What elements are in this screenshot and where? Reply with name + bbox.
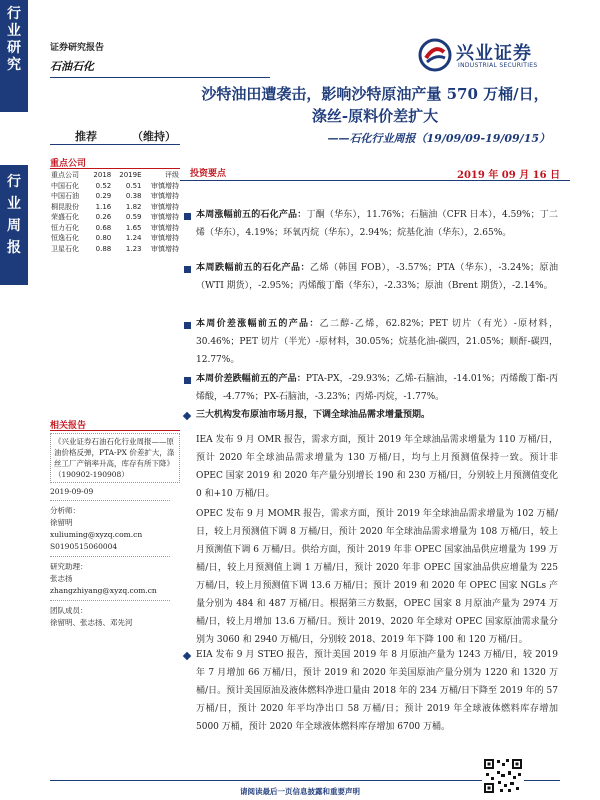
table-cell: 审慎增持: [151, 202, 179, 211]
table-cell: 1.24: [125, 234, 142, 243]
company-logo: [418, 38, 558, 74]
paragraph-heading: 本周价差涨幅前五的产品：: [196, 319, 320, 329]
table-cell: 审慎增持: [151, 192, 179, 201]
title-line-1: 沙特油田遭袭击，影响沙特原油产量 570 万桶/日，: [201, 85, 549, 103]
paragraph-iea: [196, 431, 558, 503]
diamond-bullet-icon: [183, 652, 191, 660]
table-cell: 中国石化: [51, 181, 79, 190]
table-row: [50, 181, 180, 192]
table-cell: 1.65: [125, 223, 142, 232]
divider: [50, 556, 170, 557]
table-cell: 荣盛石化: [51, 213, 79, 222]
sidebar-char: 周: [7, 218, 21, 234]
table-cell: 中国石油: [51, 192, 79, 201]
divider: [50, 500, 170, 501]
table-cell: 0.51: [125, 181, 142, 190]
report-title: [180, 83, 570, 146]
report-type-label: 证券研究报告: [50, 43, 105, 53]
sidebar-char: 报: [7, 240, 21, 256]
rating: [50, 128, 180, 145]
table-cell: 0.88: [95, 244, 112, 253]
report-subtitle: ——石化行业周报（19/09/09-19/09/15）: [327, 132, 550, 145]
paragraph-body: EIA 发布 9 月 STEO 报告，预计美国 2019 年 8 月原油产量为 1243 万桶/日，较 2019 年 7 月增加 66 万桶/日，预计 2019 和 2020 年美国原油产量分别为 1220 和 1320 万桶/日。预计美国原油及液体燃料净进口量由 2018 年的 234 万桶/日下降至 2019 年的 57 万桶/日，预计 2020 年平均净出口 58 万桶/日；预计 2019 年全球液体燃料库存增加 5000 万桶，预计 2020 年全球液体燃料库存增加 6700 万桶。: [196, 650, 558, 732]
related-reports-divider: [50, 430, 180, 431]
paragraph-oil-reports: [196, 406, 558, 424]
table-cell: 审慎增持: [151, 223, 179, 232]
paragraph-eia: [196, 646, 558, 736]
paragraph-spread-gainers: [196, 315, 558, 369]
table-cell: 恒逸石化: [51, 234, 79, 243]
paragraph-heading: 三大机构发布原油市场月报，下调全球油品需求增量预期。: [196, 410, 431, 420]
bullet-icon: [184, 377, 191, 384]
table-row: [50, 244, 180, 255]
bullet-icon: [184, 213, 191, 220]
assistant-name: 张志扬: [50, 574, 73, 583]
analyst-email: xuliuming@xyzq.com.cn: [50, 530, 143, 539]
title-line-2: 涤丝-原料价差扩大: [311, 107, 439, 125]
table-cell: 审慎增持: [151, 234, 179, 243]
key-companies-table: [50, 170, 180, 254]
analyst-info: [50, 505, 180, 553]
table-cell: 0.38: [125, 192, 142, 201]
table-row: [50, 233, 180, 244]
table-cell: 审慎增持: [151, 181, 179, 190]
paragraph-spread-losers: [196, 370, 558, 406]
paragraph-top-gainers: [196, 206, 558, 242]
sidebar-char: 行: [7, 174, 21, 190]
table-cell: 0.59: [125, 213, 142, 222]
table-cell: 1.16: [95, 202, 112, 211]
table-cell: 0.26: [95, 213, 112, 222]
analyst-cert: S0190515060004: [50, 542, 118, 551]
assistant-email: zhangzhiyang@xyzq.com.cn: [50, 586, 157, 595]
sidebar-char: 行: [7, 6, 21, 22]
table-cell: 1.82: [125, 202, 142, 211]
header-divider: [50, 77, 270, 78]
bullet-icon: [184, 322, 191, 329]
paragraph-opec: [196, 505, 558, 649]
table-header: 2018: [93, 171, 112, 180]
table-row: [50, 191, 180, 202]
table-cell: 卫星石化: [51, 244, 79, 253]
related-reports: [50, 433, 180, 629]
paragraph-body: 乙烯（韩国 FOB），-3.57%；PTA（华东），-3.24%；原油（WTI 期货），-2.95%；丙烯酸丁酯（华东），-2.33%；原油（Brent 期货），-2.14%。: [196, 263, 558, 291]
key-companies-heading: 重点公司: [50, 159, 87, 169]
analyst-name: 徐留明: [50, 518, 73, 527]
table-cell: 0.52: [95, 181, 112, 190]
sector-label: 石油石化: [50, 60, 94, 73]
investment-points-heading: 投资要点: [190, 169, 227, 179]
table-cell: 桐昆股份: [51, 202, 79, 211]
table-row: [50, 212, 180, 223]
table-cell: 恒力石化: [51, 223, 79, 232]
related-reports-heading: 相关报告: [50, 421, 87, 431]
sidebar-category: [0, 0, 28, 112]
divider: [50, 600, 170, 601]
table-cell: 审慎增持: [151, 213, 179, 222]
table-row: [50, 223, 180, 234]
table-cell: 0.80: [95, 234, 112, 243]
diamond-bullet-icon: [183, 412, 191, 420]
key-companies-divider: [50, 168, 180, 169]
paragraph-body: IEA 发布 9 月 OMR 报告，需求方面，预计 2019 年全球油品需求增量为 110 万桶/日，预计 2020 年全球油品需求增量为 130 万桶/日，均与上月预测值保持一致。预计非 OPEC 国家 2019 和 2020 年产量分别增长 190 和 230 万桶/日，分别较上月预测值变化 0 和+10 万桶/日。: [196, 435, 558, 499]
sidebar-char: 业: [7, 23, 21, 39]
footer-disclaimer: 请阅读最后一页信息披露和重要声明: [240, 787, 360, 796]
table-row: [50, 202, 180, 213]
table-cell: 0.29: [95, 192, 112, 201]
analyst-label: 分析师：: [50, 506, 80, 515]
paragraph-heading: 本周跌幅前五的石化产品：: [196, 263, 311, 273]
paragraph-heading: 本周涨幅前五的石化产品：: [196, 210, 307, 220]
sidebar-char: 究: [7, 57, 21, 73]
logo-mark-icon: [418, 38, 452, 72]
team-members: 徐留明、张志扬、邓先河: [50, 618, 133, 627]
rating-recommend: 推荐: [75, 130, 97, 143]
team-label: 团队成员：: [50, 606, 88, 615]
sidebar-report-type: [0, 165, 28, 285]
related-report-item: 《兴业证券石油石化行业周报——原油价格反弹，PTA-PX 价差扩大，涤丝工厂产销率升高，库存有所下降》（190902-190908）: [50, 433, 180, 483]
table-cell: 0.68: [95, 223, 112, 232]
qr-code-icon: [482, 757, 524, 795]
paragraph-body: OPEC 发布 9 月 MOMR 报告，需求方面，预计 2019 年全球油品需求增量为 102 万桶/日，较上月预测值下调 8 万桶/日，预计 2020 年全球油品需求增量为 108 万桶/日，较上月预测值下调 6 万桶/日。供给方面，预计 2019 年非 OPEC 国家油品供应增量为 199 万桶/日，较上月预测值上调 1 万桶/日，预计 2020 年非 OPEC 国家油品供应增量为 225 万桶/日，较上月预测值下调 13.6 万桶/日；预计 2019 和 2020 年 OPEC 国家 NGLs 产量分别为 484 和 487 万桶/日。根据第三方数据，OPEC 国家 8 月原油产量为 2974 万桶/日，较上月增加 13.6 万桶/日。预计 2019、2020 年全球对 OPEC 国家原油需求量分别为 3060 和 2940 万桶/日，分别较 2018、2019 年下降 100 和 120 万桶/日。: [196, 509, 558, 645]
logo-subtext: INDUSTRIAL SECURITIES: [458, 62, 538, 69]
paragraph-top-losers: [196, 259, 558, 295]
paragraph-body: 丁酮（华东），11.76%；石脑油（CFR 日本），4.59%；丁二烯（华东），4.19%；环氧丙烷（华东），2.94%；烷基化油（华东），2.65%。: [196, 210, 558, 238]
assistant-info: [50, 561, 180, 597]
table-cell: 审慎增持: [151, 244, 179, 253]
sidebar-char: 业: [7, 196, 21, 212]
sidebar: [0, 0, 28, 800]
sidebar-char: 研: [7, 40, 21, 56]
logo-text: 兴业证券: [456, 43, 532, 64]
team-info: [50, 605, 180, 629]
table-header: 2019E: [119, 171, 142, 180]
bullet-icon: [184, 266, 191, 273]
paragraph-body: PTA-PX，-29.93%；乙烯-石脑油，-14.01%；丙烯酸丁酯-丙烯酸，-4.77%；PX-石脑油，-3.23%；丙烯-丙烷，-1.77%。: [196, 374, 558, 402]
assistant-label: 研究助理：: [50, 562, 88, 571]
table-header-row: [50, 170, 180, 181]
table-header: 评级: [165, 171, 179, 180]
date-divider: [180, 180, 570, 181]
report-date: 2019 年 09 月 16 日: [457, 170, 561, 181]
rating-hold: （维持）: [132, 130, 176, 143]
paragraph-heading: 本周价差跌幅前五的产品：: [196, 374, 306, 384]
table-header: 重点公司: [51, 171, 79, 180]
table-cell: 1.23: [125, 244, 142, 253]
related-report-date: 2019-09-09: [50, 487, 94, 496]
paragraph-body: 乙二醇-乙烯，62.82%；PET 切片（有光）-原材料，30.46%；PET 切片（半光）-原材料，30.05%；烷基化油-碳四，21.05%；顺酐-碳四，12.77%。: [196, 319, 558, 365]
